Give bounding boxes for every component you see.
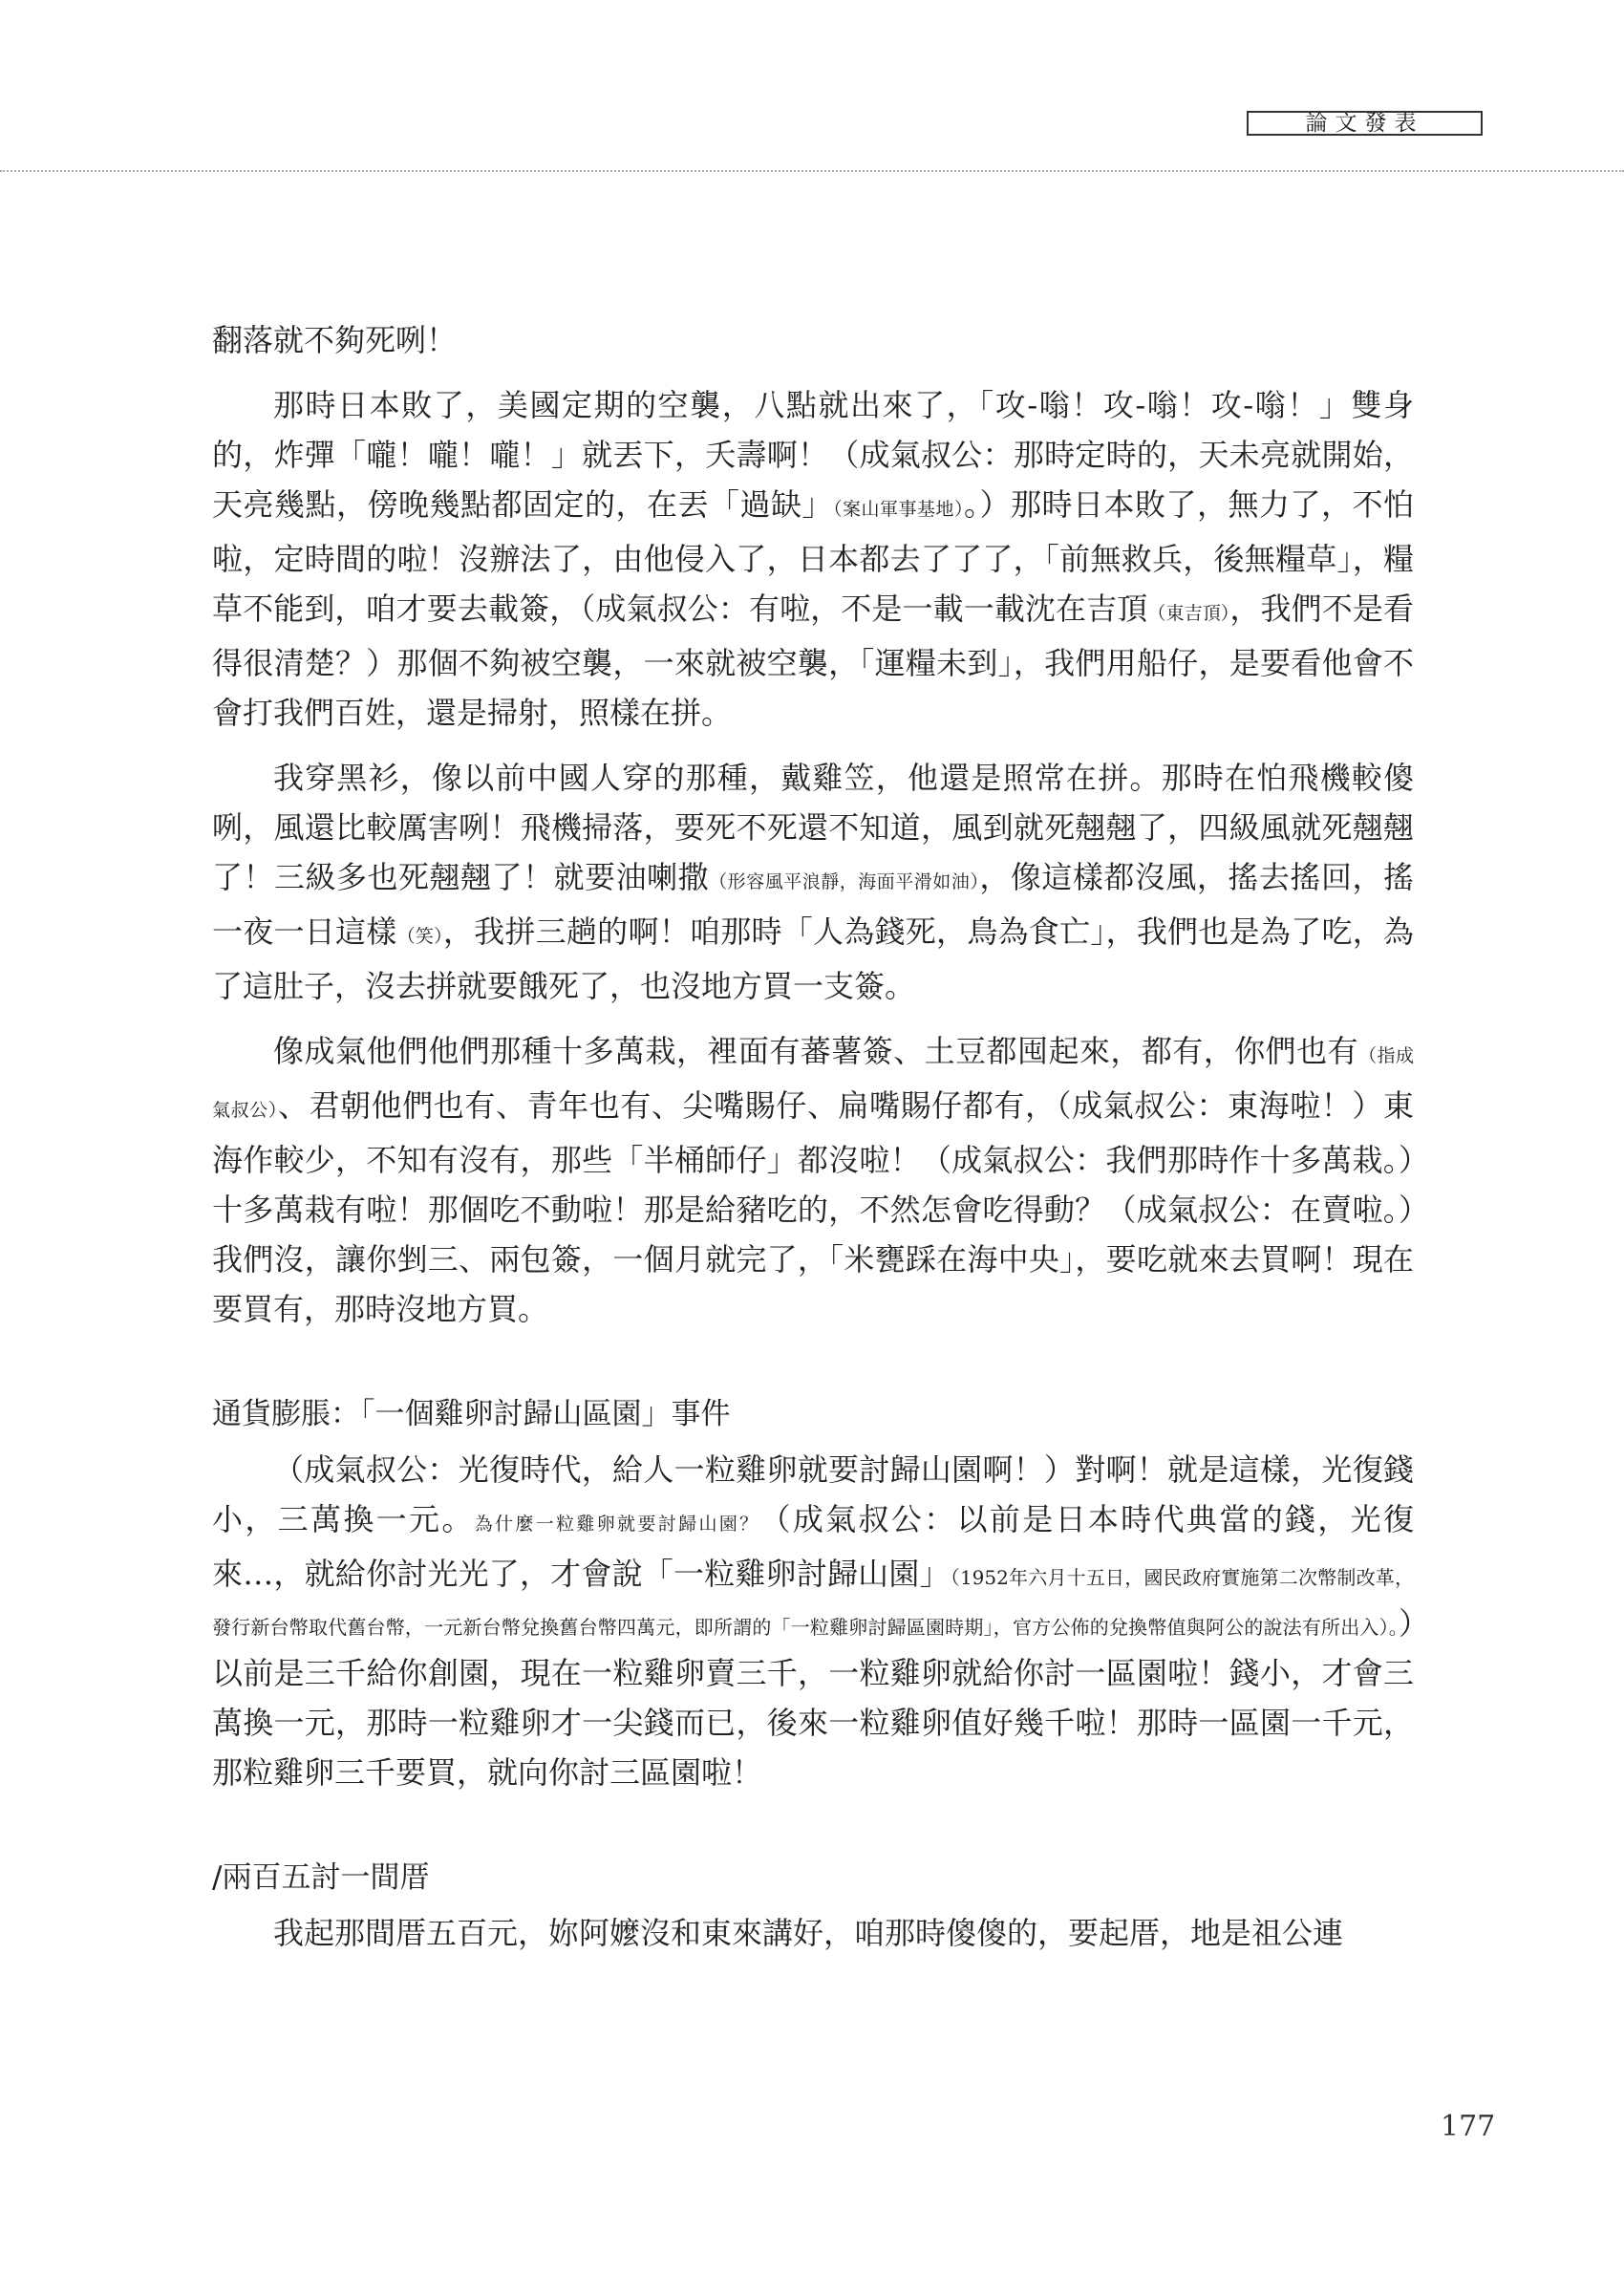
paragraph-5-text: 我起那間厝五百元，妳阿嬤沒和東來講好，咱那時傻傻的，要起厝，地是祖公連 xyxy=(273,1915,1344,1951)
paragraph-1-text-c: ，我們不是看得很清楚？）那個不夠被空襲，一來就被空襲，「運糧未到」，我們用船仔，是要看他會不會打我們百姓，還是掃射，照樣在拼。 xyxy=(212,591,1414,731)
paragraph-2-text-a: 我穿黑衫，像以前中國人穿的那種，戴雞笠，他還是照常在拼。那時在怕飛機較傻咧，風還比較厲害咧！飛機掃落，要死不死還不知道，風到就死翹翹了，四級風就死翹翹了！三級多也死翹翹了！就要油喇撒 xyxy=(212,760,1414,895)
paragraph-4-text-b: （成氣叔公：以前是日本時代典當的錢，光復來…，就給你討光光了，才會說「一粒雞卵討歸山園」 xyxy=(212,1501,1414,1592)
header-divider xyxy=(0,170,1624,172)
paragraph-2-text-c: ，我拼三趟的啊！咱那時「人為錢死，鳥為食亡」，我們也是為了吃，為了這肚子，沒去拼就要餓死了，也沒地方買一支簽。 xyxy=(212,913,1414,1004)
paragraph-1 xyxy=(212,380,1414,738)
paragraph-2 xyxy=(212,753,1414,1011)
paragraph-3-text-b: 、君朝他們也有、青年也有、尖嘴賜仔、扁嘴賜仔都有，（成氣叔公：東海啦！）東海作較少，不知有沒有，那些「半桶師仔」都沒啦！（成氣叔公：我們那時作十多萬栽。）十多萬栽有啦！那個吃不動啦！那是給豬吃的，不然怎會吃得動？（成氣叔公：在賣啦。）我們沒，讓你剉三、兩包簽，一個月就完了，「米甕踩在海中央」，要吃就來去買啊！現在要買有，那時沒地方買。 xyxy=(212,1087,1414,1327)
article-body xyxy=(212,315,1414,1973)
paragraph-0 xyxy=(212,315,1414,365)
paragraph-2-text-b: ，像這樣都沒風，搖去搖回，搖一夜一日這樣 xyxy=(212,859,1414,950)
section-heading-house: /兩百五討一間厝 xyxy=(212,1860,430,1895)
paragraph-4-text-c: ）以前是三千給你創園，現在一粒雞卵賣三千，一粒雞卵就給你討一區園啦！錢小，才會三萬換一元，那時一粒雞卵才一尖錢而已，後來一粒雞卵值好幾千啦！那時一區園一千元，那粒雞卵三千要買，就向你討三區園啦！ xyxy=(212,1605,1414,1791)
paragraph-4-text-a: （成氣叔公：光復時代，給人一粒雞卵就要討歸山園啊！）對啊！就是這樣，光復錢小，三萬換一元。 xyxy=(212,1451,1414,1537)
paragraph-5 xyxy=(212,1908,1414,1958)
paragraph-4-footnote: （1952年六月十五日，國民政府實施第二次幣制改革，發行新台幣取代舊台幣，一元新台幣兌換舊台幣四萬元，即所謂的「一粒雞卵討歸區園時期」，官方公佈的兌換幣值與阿公的說法有所出入）。 xyxy=(212,1566,1414,1639)
paragraph-1-annotation-b: （東吉頂） xyxy=(1147,603,1230,624)
paragraph-3-text-a: 像成氣他們他們那種十多萬栽，裡面有蕃薯簽、土豆都囤起來，都有，你們也有 xyxy=(273,1033,1359,1069)
paragraph-3-annotation: （指成氣叔公） xyxy=(212,1045,1414,1121)
paragraph-1-text-b: 。）那時日本敗了，無力了，不怕啦，定時間的啦！沒辦法了，由他侵入了，日本都去了了了，「前無救兵，後無糧草」，糧草不能到，咱才要去載簽，（成氣叔公：有啦，不是一載一載沈在吉頂 xyxy=(212,486,1414,627)
paragraph-2-annotation-b: （笑） xyxy=(396,926,443,947)
paragraph-4 xyxy=(212,1445,1414,1797)
paragraph-1-annotation-a: （案山軍事基地） xyxy=(832,499,964,520)
paragraph-0-text: 翻落就不夠死咧！ xyxy=(212,322,458,358)
paragraph-1-text-a: 那時日本敗了，美國定期的空襲，八點就出來了，「攻-嗡！攻-嗡！攻-嗡！」雙身的，炸彈「嚨！嚨！嚨！」就丟下，夭壽啊！（成氣叔公：那時定時的，天未亮就開始，天亮幾點，傍晚幾點都固定的，在丟「過缺」 xyxy=(212,387,1414,523)
page-number: 177 xyxy=(1441,2110,1496,2143)
paragraph-3 xyxy=(212,1026,1414,1334)
paragraph-2-annotation-a: （形容風平浪靜，海面平滑如油） xyxy=(709,871,980,892)
section-header-label: 論文發表 xyxy=(1247,111,1483,136)
section-heading-inflation: 通貨膨脹：「一個雞卵討歸山區園」事件 xyxy=(212,1397,731,1431)
paragraph-4-annotation: 為什麼一粒雞卵就要討歸山園？ xyxy=(474,1514,760,1535)
